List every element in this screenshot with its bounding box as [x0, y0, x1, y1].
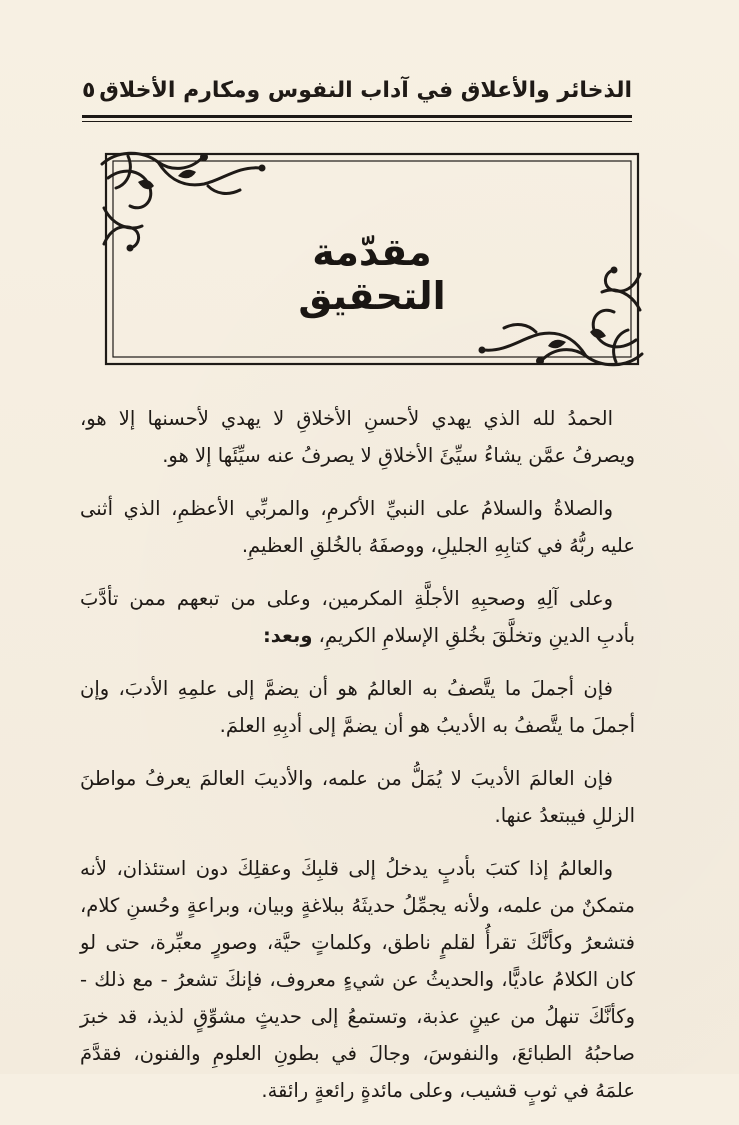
paragraph-text: وعلى آلِهِ وصحبِهِ الأجلَّةِ المكرمين، وعلى من تبعهم ممن تأدَّبَ بأدبِ الدينِ وتخلَّقَ بخُلقِ الإسلامِ الكريمِ، [80, 587, 635, 647]
ornamental-title-frame [98, 148, 646, 370]
header-rule-thick [82, 115, 632, 118]
paragraph: والصلاةُ والسلامُ على النبيِّ الأكرمِ، والمربِّي الأعظمِ، الذي أثنى عليه ربُّهُ في كتابِهِ الجليلِ، ووصفَهُ بالخُلقِ العظيمِ. [80, 497, 635, 557]
body-text [80, 400, 635, 1125]
paragraph: والعالمُ إذا كتبَ بأدبٍ يدخلُ إلى قلبِكَ وعقلِكَ دون استئذان، لأنه متمكنٌ من علمه، ولأنه يجمِّلُ حديثَهُ ببلاغةٍ وبيان، وبراعةٍ وحُسنِ كلام، فتشعرُ وكأنَّكَ تقرأُ لقلمٍ ناطق، وكلماتٍ حيَّة، وصورٍ معبِّرة، حتى لو كان الكلامُ عاديًّا، والحديثُ عن شيءٍ معروف، فإنكَ تشعرُ - مع ذلك - وكأنَّكَ تنهلُ من عينٍ عذبة، وتستمعُ إلى حديثٍ مشوِّقٍ لذيذ، قد خبرَ صاحبُهُ الطبائعَ، والنفوسَ، وجالَ في بطونِ العلومِ والفنون، فقدَّمَ علمَهُ في ثوبٍ قشيب، وعلى مائدةٍ رائعةٍ رائقة. [80, 857, 635, 1102]
section-title: مقدّمة التحقيق [298, 230, 446, 318]
paragraph: فإن أجملَ ما يتَّصفُ به العالمُ هو أن يضمَّ إلى علمِهِ الأدبَ، وإن أجملَ ما يتَّصفُ به الأديبُ هو أن يضمَّ إلى أدبِهِ العلمَ. [80, 677, 635, 737]
page-number: ٥ [82, 78, 96, 103]
running-header [82, 76, 632, 112]
header-rule-thin [82, 121, 632, 122]
paragraph: الحمدُ لله الذي يهدي لأحسنِ الأخلاقِ لا يهدي لأحسنها إلا هو، ويصرفُ عمَّن يشاءُ سيِّئَ الأخلاقِ لا يصرفُ عنه سيِّئَها إلا هو. [80, 407, 635, 467]
paragraph: فإن العالمَ الأديبَ لا يُمَلُّ من علمه، والأديبَ العالمَ يعرفُ مواطنَ الزللِ فيبتعدُ عنها. [80, 767, 635, 827]
running-title: الذخائر والأعلاق في آداب النفوس ومكارم الأخلاق [99, 78, 632, 103]
paragraph [80, 580, 635, 654]
paragraph-tail-bold: وبعد: [262, 624, 313, 647]
